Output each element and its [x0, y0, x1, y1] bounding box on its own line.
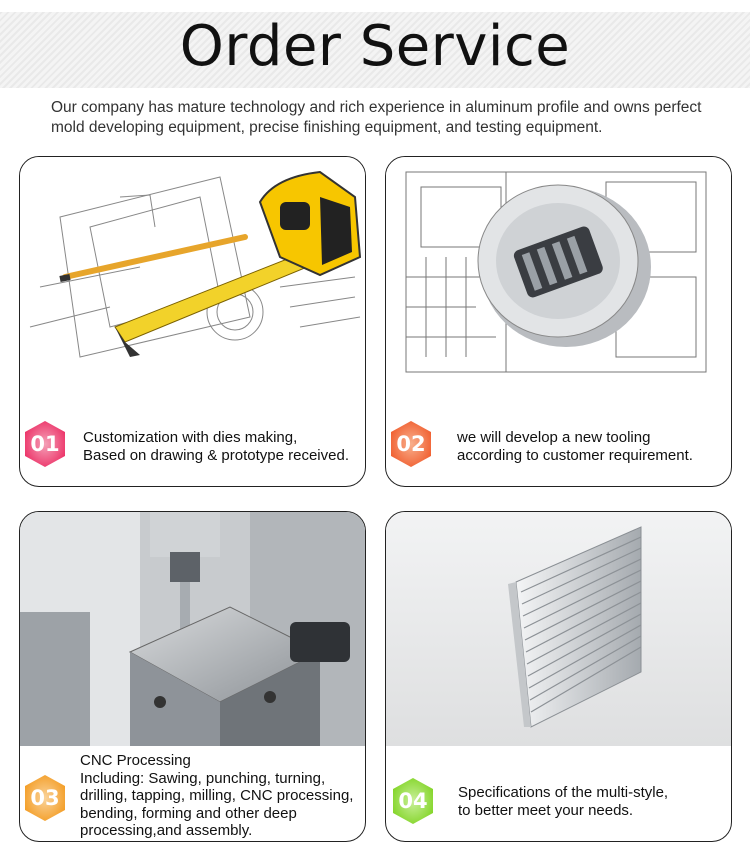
card-03-line-2: drilling, tapping, milling, CNC processing, [80, 787, 354, 804]
card-03-line-1: Including: Sawing, punching, turning, [80, 769, 326, 787]
badge-02-number: 02 [396, 432, 426, 456]
aluminum-die-image [386, 157, 731, 397]
intro-line-1: Our company has mature technology and rich experience in aluminum profile and owns perfect [51, 99, 702, 116]
cnc-machine-image [20, 512, 365, 746]
badge-04-number: 04 [398, 789, 428, 813]
service-card-01 [19, 156, 366, 487]
card-02-text [457, 429, 693, 465]
badge-03-number: 03 [30, 786, 60, 810]
card-01-line-2: Based on drawing & prototype received. [83, 447, 349, 464]
badge-01-number: 01 [30, 432, 60, 456]
service-card-02 [385, 156, 732, 487]
page-title: Order Service [179, 14, 571, 79]
card-04-line-1: Specifications of the multi-style, [458, 784, 669, 801]
card-03-line-4: processing,and assembly. [80, 822, 253, 839]
heatsink-image [386, 512, 731, 746]
card-03-text [80, 752, 353, 840]
card-04-text [458, 784, 668, 820]
card-03-line-3: bending, forming and other deep [80, 804, 297, 822]
card-02-line-2: according to customer requirement. [457, 447, 693, 464]
card-03-title: CNC Processing [80, 752, 191, 769]
service-card-04 [385, 511, 732, 842]
card-01-line-1: Customization with dies making, [83, 429, 298, 446]
intro-line-2: mold developing equipment, precise finishing equipment, and testing equipment. [51, 119, 603, 136]
drawing-tape-measure-image [20, 157, 365, 397]
card-02-line-1: we will develop a new tooling [457, 429, 651, 446]
badge-02 [386, 419, 436, 469]
badge-03 [20, 773, 70, 823]
card-01-text [83, 429, 349, 465]
service-card-03 [19, 511, 366, 842]
badge-01 [20, 419, 70, 469]
badge-04 [388, 776, 438, 826]
card-04-line-2: to better meet your needs. [458, 802, 634, 819]
intro-text [51, 98, 721, 138]
